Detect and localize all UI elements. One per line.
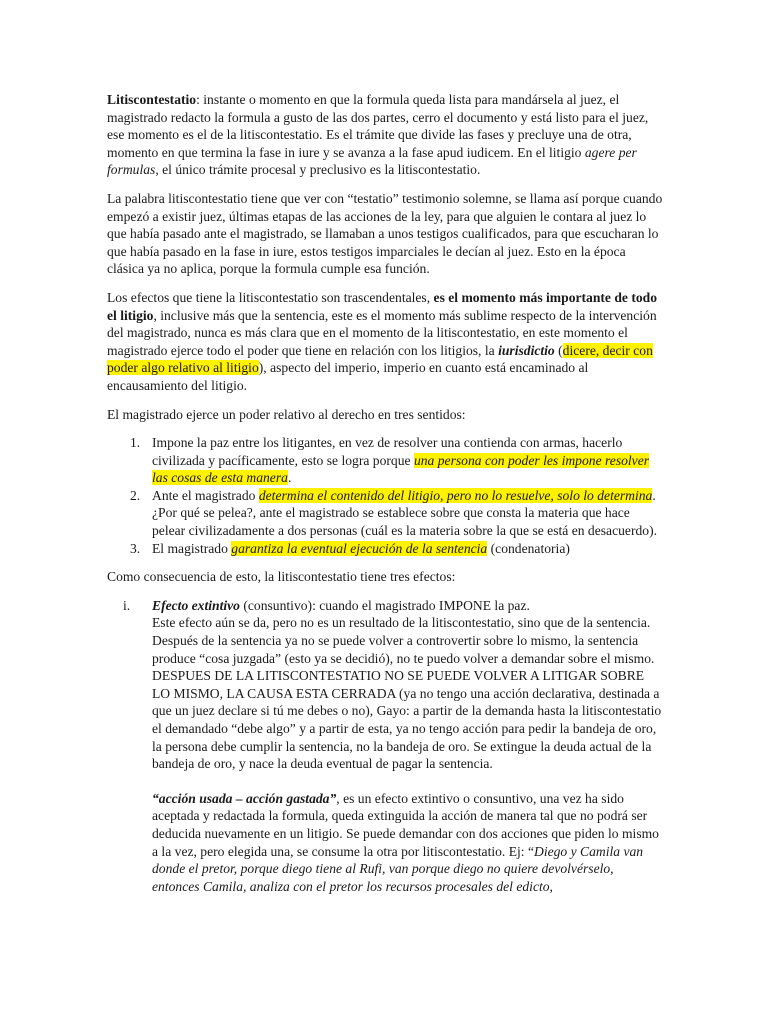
efecto-extintivo-body: Este efecto aún se da, pero no es un resultado de la litiscontestatio, sino que de la sentencia. Después de la sentencia ya no se puede volver a controvertir sobre lo mismo, la sentencia produce “cosa juzgada” (esto ya se decidió), no te puedo volver a demandar sobre el mismo. DESPUES DE LA LITISCONTESTATIO NO SE PUEDE VOLVER A LITIGAR SOBRE LO MISMO, LA CAUSA ESTA CERRADA (ya no tengo una acción declarativa, destinada a que un juez declare si tú me debes o no), Gayo: a partir de la demanda hasta la litiscontestatio el demandado “debe algo” y a partir de esta, ya no tengo acción para pedir la bandeja de oro, la persona debe cumplir la sentencia, no la bandeja de oro. Se extingue la deuda actual de la bandeja de oro, y nace la deuda eventual de pagar la sentencia. [152, 615, 662, 772]
paragraph-tres-sentidos: El magistrado ejerce un poder relativo al derecho en tres sentidos: [107, 406, 466, 422]
text-span: ), aspecto del imperio, imperio en cuanto está encaminado al encausamiento del litigio. [107, 360, 589, 393]
paragraph-litiscontestatio-definition [107, 91, 663, 179]
text-span: ( [554, 342, 563, 358]
list-item [107, 434, 663, 487]
text-span: , inclusive más que la sentencia, este es el momento más sublime respecto de la intervención del magistrado, nunca es más clara que en el momento de la litiscontestatio, en este momento el magistrado ejerce todo el poder que tiene en relación con los litigios, la [107, 307, 657, 358]
highlight-span: determina el contenido del litigio, pero no lo resuelve, solo lo determina [258, 487, 653, 503]
text-span: El magistrado [152, 540, 232, 556]
list-number: i. [123, 597, 131, 613]
term-litiscontestatio: Litiscontestatio [107, 92, 197, 107]
text-span: Ante el magistrado [152, 487, 259, 503]
list-item [107, 540, 663, 558]
text-span: . [287, 470, 292, 486]
highlight-span: dicere, decir con poder algo relativo al litigio [107, 342, 653, 376]
numbered-list [107, 434, 663, 557]
bold-italic-span: iurisdictio [498, 342, 555, 358]
paragraph-efectos [107, 289, 663, 395]
text-span: Impone la paz entre los litigantes, en vez de resolver una contienda con armas, hacerlo civilizada y pacíficamente, esto se logra porque [152, 435, 623, 468]
text-span: (condenatoria) [487, 540, 570, 556]
accion-usada-paragraph [152, 790, 663, 896]
text-span: , es un efecto extintivo o consuntivo, una vez ha sido aceptada y redactada la formula, queda extinguida la acción de manera tal que no podrá ser deducida nuevamente en un litigio. Se puede demandar con dos acciones que piden lo mismo a la vez, pero elegida una, se consume la otra por litiscontestatio. Ej: “ [152, 790, 659, 859]
list-number: 1. [130, 435, 141, 451]
list-number: 3. [130, 540, 141, 556]
paragraph-tres-efectos: Como consecuencia de esto, la litiscontestatio tiene tres efectos: [107, 569, 456, 585]
list-item [107, 487, 663, 540]
paragraph-testatio: La palabra litiscontestatio tiene que ver con “testatio” testimonio solemne, se llama así porque cuando empezó a existir juez, últimas etapas de las acciones de la ley, para que alguien le contara al juez lo que había pasado ante el magistrado, se llamaban a unos testigos cualificados, para que escucharan lo que había pasado en la fase in iure, estos testigos imparciales le decían al juez. Esto en la época clásica ya no aplica, porque la formula cumple esa función. [107, 190, 663, 277]
italic-span: Diego y Camila van donde el pretor, porque diego tiene al Rufi, van porque diego no quiere devolvérselo, entonces Camila, analiza con el pretor los recursos procesales del edicto, [152, 843, 644, 894]
text-span: (consuntivo): cuando el magistrado IMPONE la paz. [239, 597, 530, 613]
highlight-span: una persona con poder les impone resolver las cosas de esta manera [152, 452, 650, 486]
roman-list [107, 597, 663, 896]
bold-italic-span: Efecto extintivo [152, 597, 240, 613]
text-span: : instante o momento en que la formula queda lista para mandársela al juez, el magistrado redacto la formula a gusto de las dos partes, cerro el documento y está listo para el juez, ese momento es el de la litiscontestatio. Es el trámite que divide las fases y precluye una de otra, momento en que termina la fase in iure y se avanza a la fase apud iudicem. En el litigio [107, 92, 649, 160]
bold-span: es el momento más importante de todo el litigio [107, 289, 658, 323]
text-span: . ¿Por qué se pelea?, ante el magistrado se establece sobre que consta la materia que hace pelear civilizadamente a dos personas (cuál es la materia sobre la que se está en desacuerdo). [152, 487, 657, 539]
italic-span: agere per formulas [107, 144, 637, 178]
list-number: 2. [130, 487, 141, 503]
text-span: Los efectos que tiene la litiscontestatio son trascendentales, [107, 289, 434, 305]
highlight-span: garantiza la eventual ejecución de la sentencia [231, 540, 488, 556]
efecto-extintivo-heading [152, 597, 663, 615]
text-span: , el único trámite procesal y preclusivo es la litiscontestatio. [155, 162, 481, 178]
list-item [107, 597, 663, 896]
bold-italic-span: “acción usada – acción gastada” [152, 790, 337, 806]
